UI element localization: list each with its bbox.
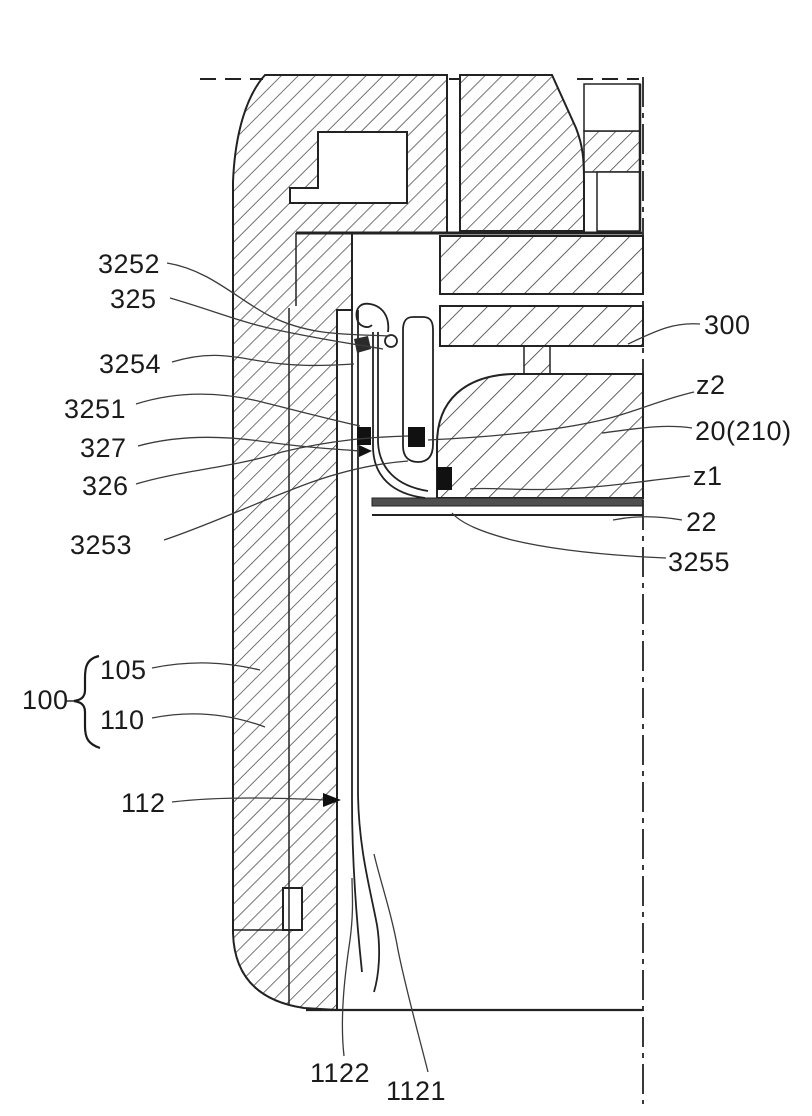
- case-side-wall: [233, 75, 447, 1010]
- label-1121: 1121: [386, 1076, 447, 1106]
- seal-326: [408, 427, 425, 447]
- label-1122: 1122: [310, 1058, 371, 1088]
- right-notch-upper: [584, 84, 640, 131]
- label-3253: 3253: [70, 530, 133, 560]
- label-110: 110: [100, 705, 145, 735]
- seal-3251: [357, 427, 371, 445]
- leader-1121: [374, 854, 428, 1072]
- seal-lip-hook: [357, 304, 389, 332]
- block-20-210: [437, 374, 643, 498]
- label-112: 112: [121, 788, 166, 818]
- group-100-brace: [66, 656, 100, 748]
- label-325: 325: [110, 284, 157, 314]
- label-3251: 3251: [64, 394, 127, 424]
- label-z1: z1: [693, 461, 723, 491]
- leader-22: [613, 517, 682, 520]
- label-3252: 3252: [98, 249, 161, 279]
- seal-ring: [385, 335, 397, 347]
- inner-liner: [352, 310, 379, 992]
- housing-300: [440, 236, 643, 374]
- label-300: 300: [704, 310, 751, 340]
- label-3254: 3254: [99, 349, 162, 379]
- label-3255: 3255: [668, 547, 731, 577]
- seal-z1: [437, 467, 452, 490]
- arrow-327: [359, 445, 372, 457]
- top-right-block: [460, 75, 640, 231]
- label-22: 22: [686, 507, 718, 537]
- leader-3255: [452, 513, 666, 558]
- right-notch-lower: [597, 172, 640, 231]
- label-327: 327: [80, 433, 127, 463]
- right-edge-band: [584, 131, 640, 172]
- housing-neck: [524, 346, 550, 374]
- label-100: 100: [22, 685, 69, 715]
- label-105: 105: [100, 655, 147, 685]
- label-20-210: 20(210): [695, 416, 792, 446]
- leader-1122: [342, 878, 352, 1056]
- label-z2: z2: [696, 370, 726, 400]
- label-326: 326: [82, 471, 129, 501]
